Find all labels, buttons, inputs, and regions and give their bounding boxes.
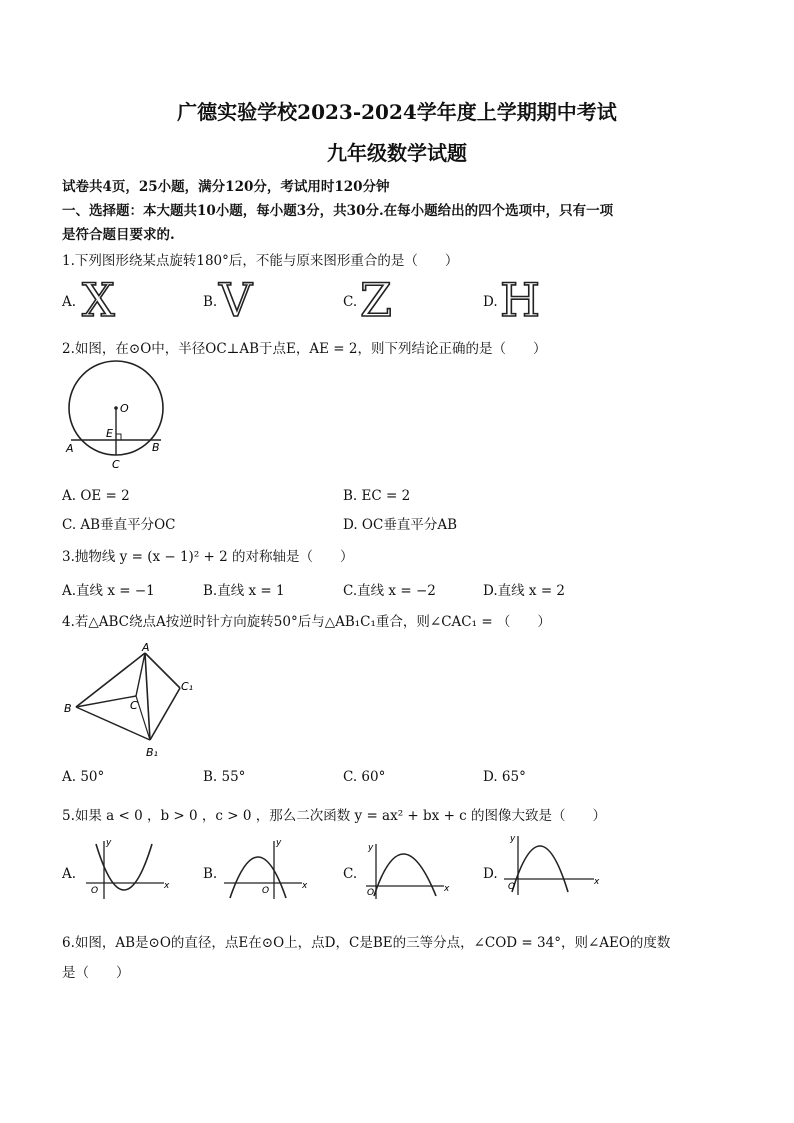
- q5c-label-o: O: [367, 888, 375, 898]
- q3-option-c: C.直线 x = −2: [343, 583, 436, 599]
- q3-option-d: D.直线 x = 2: [483, 583, 566, 599]
- q4-rotation-figure: [60, 640, 210, 765]
- q2-option-d: D. OC垂直平分AB: [343, 517, 457, 533]
- q5c-label-x: x: [444, 884, 450, 894]
- q3-option-b: B.直线 x = 1: [203, 583, 285, 599]
- q1-option-a-label: A.: [62, 294, 77, 310]
- q5-graph-b: [222, 836, 312, 901]
- q5-option-c-label: C.: [343, 866, 358, 882]
- q5a-label-x: x: [164, 881, 170, 891]
- exam-info: 试卷共4页，25小题，满分120分，考试用时120分钟: [62, 179, 390, 195]
- q5c-parabola: [374, 854, 436, 896]
- q3-option-a: A.直线 x = −1: [62, 583, 155, 599]
- q4-label-b1: B₁: [146, 746, 158, 759]
- q5d-label-x: x: [594, 877, 600, 887]
- q4-edge-bc: [76, 696, 136, 707]
- q2-option-a: A. OE = 2: [62, 488, 130, 504]
- q5a-label-o: O: [91, 886, 99, 896]
- q2-label-o: O: [120, 402, 129, 415]
- q1-option-d-glyph: H: [500, 273, 541, 327]
- q1-option-b-glyph: V: [219, 273, 253, 327]
- q4-edge-bb1: [76, 707, 150, 740]
- q6-stem-line2: 是（ ）: [62, 965, 130, 981]
- q5c-label-y: y: [368, 843, 374, 853]
- q4-option-b: B. 55°: [203, 769, 246, 785]
- q5d-label-o: O: [508, 882, 516, 892]
- q5b-label-o: O: [262, 886, 270, 896]
- q1-option-a-glyph: X: [82, 273, 115, 327]
- q5-option-b-label: B.: [203, 866, 218, 882]
- q5-option-d-label: D.: [483, 866, 498, 882]
- q6-stem-line1: 6.如图，AB是⊙O的直径，点E在⊙O上，点D，C是BE的三等分点，∠COD = 34°，则∠AEO的度数: [62, 935, 671, 951]
- section-heading-line2: 是符合题目要求的.: [62, 227, 175, 243]
- q5a-label-y: y: [106, 838, 112, 848]
- q2-circle-figure: [60, 360, 180, 475]
- q4-stem: 4.若△ABC绕点A按逆时针方向旋转50°后与△AB₁C₁重合，则∠CAC₁ = （ ）: [62, 614, 551, 630]
- q5-option-a-label: A.: [62, 866, 77, 882]
- q2-option-c: C. AB垂直平分OC: [62, 517, 176, 533]
- q3-stem: 3.抛物线 y = (x − 1)² + 2 的对称轴是（ ）: [62, 549, 354, 565]
- school-title: 广德实验学校2023-2024学年度上学期期中考试: [177, 100, 617, 124]
- q1-option-d-label: D.: [483, 294, 498, 310]
- q4-option-a: A. 50°: [62, 769, 105, 785]
- q5b-label-y: y: [276, 838, 282, 848]
- q4-label-c1: C₁: [181, 680, 194, 693]
- q5d-parabola: [512, 846, 568, 892]
- q2-center-point: [114, 406, 118, 410]
- q2-stem: 2.如图，在⊙O中，半径OC⊥AB于点E，AE = 2，则下列结论正确的是（ ）: [62, 341, 547, 357]
- section-heading-line1: 一、选择题：本大题共10小题，每小题3分，共30分.在每小题给出的四个选项中，只有一项: [62, 203, 614, 219]
- q2-label-b: B: [152, 441, 160, 454]
- q5-graph-d: [502, 832, 602, 897]
- q4-option-d: D. 65°: [483, 769, 526, 785]
- q2-label-e: E: [106, 427, 113, 440]
- q2-label-c: C: [112, 458, 120, 471]
- q4-edge-b1c1: [150, 688, 180, 740]
- q5b-parabola: [230, 857, 286, 898]
- q2-option-b: B. EC = 2: [343, 488, 411, 504]
- q5-stem: 5.如果 a < 0 ，b > 0 ，c > 0 ，那么二次函数 y = ax² + bx + c 的图像大致是（ ）: [62, 808, 607, 824]
- q1-option-b-label: B.: [203, 294, 218, 310]
- q4-label-c: C: [130, 699, 138, 712]
- q4-label-b: B: [64, 702, 72, 715]
- q1-stem: 1.下列图形绕某点旋转180°后，不能与原来图形重合的是（ ）: [62, 253, 459, 269]
- q5b-label-x: x: [302, 881, 308, 891]
- subject-title: 九年级数学试题: [327, 141, 467, 165]
- q5-graph-c: [364, 836, 454, 901]
- q5-graph-a: [84, 836, 174, 901]
- q4-option-c: C. 60°: [343, 769, 386, 785]
- q1-option-c-glyph: Z: [360, 273, 392, 327]
- q2-label-a: A: [66, 442, 74, 455]
- q4-label-a: A: [142, 641, 150, 654]
- q4-edge-ac1: [145, 653, 180, 688]
- q1-option-c-label: C.: [343, 294, 358, 310]
- q5d-label-y: y: [510, 834, 516, 844]
- q2-right-angle-mark: [116, 434, 121, 440]
